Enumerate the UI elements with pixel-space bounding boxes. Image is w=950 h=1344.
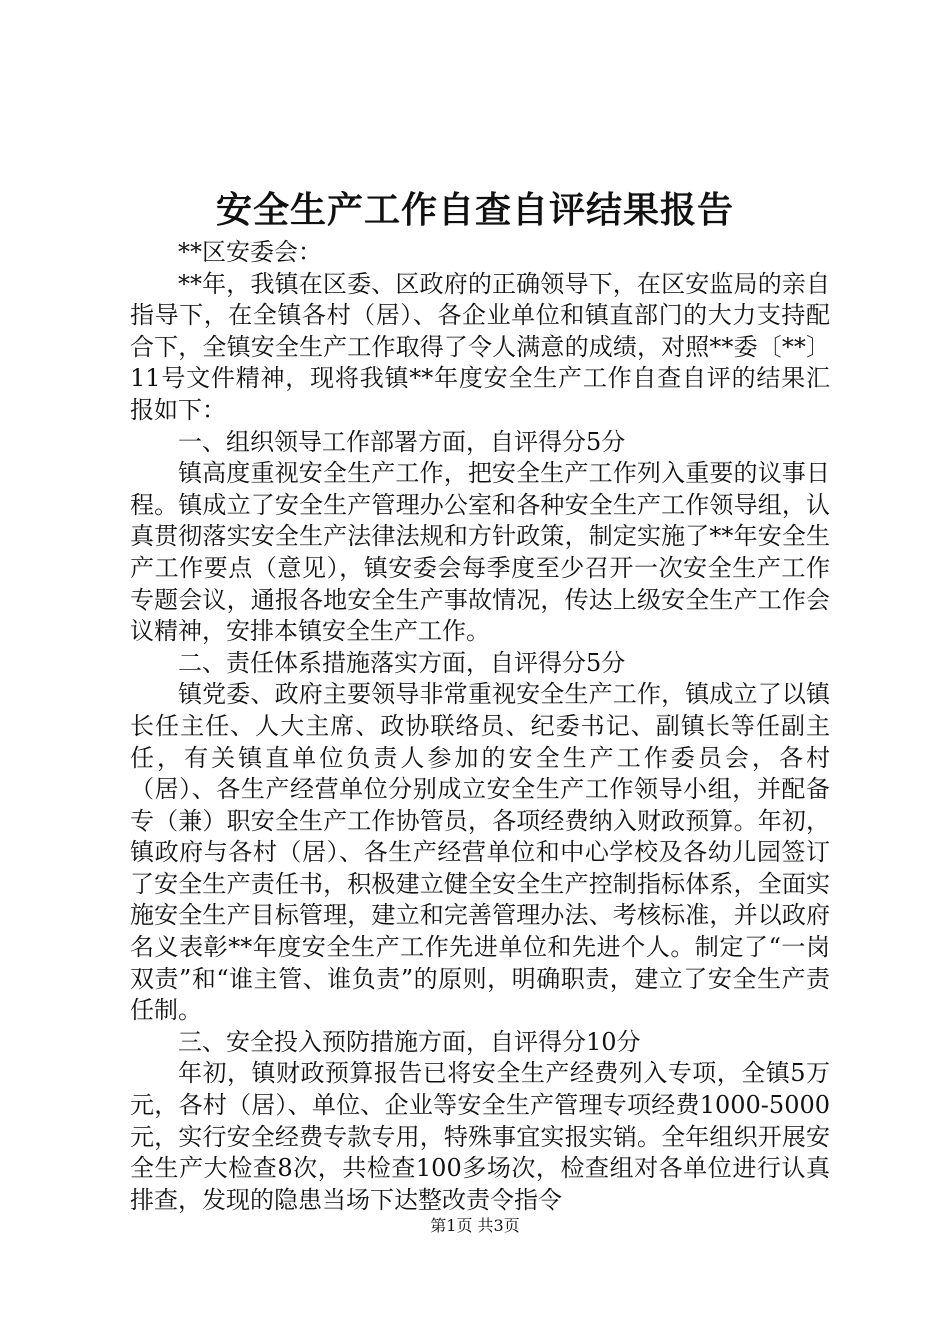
document-title: 安全生产工作自查自评结果报告 <box>215 189 734 231</box>
section-heading-1: 一、组织领导工作部署方面，自评得分5分 <box>178 427 626 456</box>
paragraph-section-3: 年初，镇财政预算报告已将安全生产经费列入专项，全镇5万元，各村（居）、单位、企业等安全生产管理专项经费1000-5000元，实行安全经费专款专用，特殊事宜实报实销。全年组织开展安全生产大检查8次，共检查100多场次，检查组对各单位进行认真排查，发现的隐患当场下达整改责令指令 <box>130 1059 830 1214</box>
page-number-footer: 第1页 共3页 <box>430 1216 520 1235</box>
paragraph-section-1: 镇高度重视安全生产工作，把安全生产工作列入重要的议事日程。镇成立了安全生产管理办公室和各种安全生产工作领导组，认真贯彻落实安全生产法律法规和方针政策，制定实施了**年安全生产工作要点（意见），镇安委会每季度至少召开一次安全生产工作专题会议，通报各地安全生产事故情况，传达上级安全生产工作会议精神，安排本镇安全生产工作。 <box>130 459 830 646</box>
paragraph-intro: **年，我镇在区委、区政府的正确领导下，在区安监局的亲自指导下，在全镇各村（居）、各企业单位和镇直部门的大力支持配合下，全镇安全生产工作取得了令人满意的成绩，对照**委〔**〕11号文件精神，现将我镇**年度安全生产工作自查自评的结果汇报如下： <box>130 269 830 424</box>
document-body <box>130 237 830 1216</box>
paragraph-section-2: 镇党委、政府主要领导非常重视安全生产工作，镇成立了以镇长任主任、人大主席、政协联络员、纪委书记、副镇长等任副主任，有关镇直单位负责人参加的安全生产工作委员会，各村（居）、各生产经营单位分别成立安全生产工作领导小组，并配备专（兼）职安全生产工作协管员，各项经费纳入财政预算。年初，镇政府与各村（居）、各生产经营单位和中心学校及各幼儿园签订了安全生产责任书，积极建立健全安全生产控制指标体系，全面实施安全生产目标管理，建立和完善管理办法、考核标准，并以政府名义表彰**年度安全生产工作先进单位和先进个人。制定了“一岗双责”和“谁主管、谁负责”的原则，明确职责，建立了安全生产责任制。 <box>130 680 830 1025</box>
section-heading-2: 二、责任体系措施落实方面，自评得分5分 <box>178 648 626 677</box>
salutation: **区安委会： <box>178 238 322 266</box>
section-heading-3: 三、安全投入预防措施方面，自评得分10分 <box>178 1027 641 1056</box>
